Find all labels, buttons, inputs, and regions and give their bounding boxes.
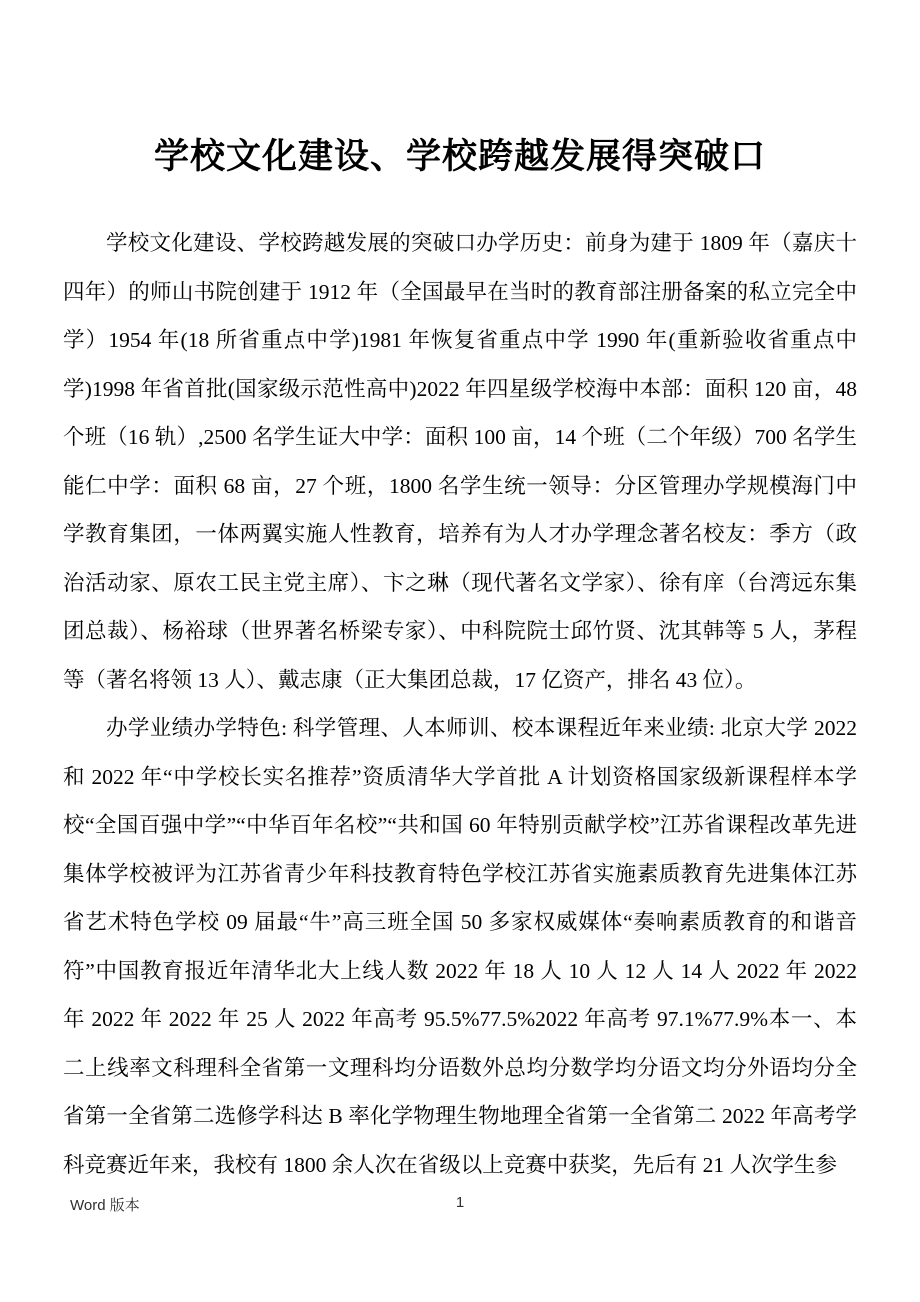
footer-page-number: 1 [455,1194,465,1211]
paragraph-history: 学校文化建设、学校跨越发展的突破口办学历史：前身为建于 1809 年（嘉庆十四年）的师山书院创建于 1912 年（全国最早在当时的教育部注册备案的私立完全中学）1954 年(18 所省重点中学)1981 年恢复省重点中学 1990 年(重新验收省重点中学)1998 年省首批(国家级示范性高中)2022 年四星级学校海中本部：面积 120 亩，48 个班（16 轨）,2500 名学生证大中学：面积 100 亩，14 个班（二个年级）700 名学生能仁中学：面积 68 亩，27 个班，1800 名学生统一领导：分区管理办学规模海门中学教育集团，一体两翼实施人性教育，培养有为人才办学理念著名校友：季方（政治活动家、原农工民主党主席）、卞之琳（现代著名文学家）、徐有庠（台湾远东集团总裁）、杨裕球（世界著名桥梁专家）、中科院院士邱竹贤、沈其韩等 5 人，茅程等（著名将领 13 人）、戴志康（正大集团总裁，17 亿资产，排名 43 位）。 [63,231,857,692]
paragraph-achievements: 办学业绩办学特色: 科学管理、人本师训、校本课程近年来业绩: 北京大学 2022 和 2022 年“中学校长实名推荐”资质清华大学首批 A 计划资格国家级新课程样本学校“全国百强中学”“中华百年名校”“共和国 60 年特别贡献学校”江苏省课程改革先进集体学校被评为江苏省青少年科技教育特色学校江苏省实施素质教育先进集体江苏省艺术特色学校 09 届最“牛”高三班全国 50 多家权威媒体“奏响素质教育的和谐音符”中国教育报近年清华北大上线人数 2022 年 18 人 10 人 12 人 14 人 2022 年 2022 年 2022 年 2022 年 25 人 2022 年高考 95.5%77.5%2022 年高考 97.1%77.9%本一、本二上线率文科理科全省第一文理科均分语数外总均分数学均分语文均分外语均分全省第一全省第二选修学科达 B 率化学物理生物地理全省第一全省第二 2022 年高考学科竞赛近年来，我校有 1800 余人次在省级以上竞赛中获奖，先后有 21 人次学生参 [63,716,857,1177]
footer-version-label: Word 版本 [70,1197,140,1214]
document-title: 学校文化建设、学校跨越发展得突破口 [153,137,766,176]
page-footer [64,1194,856,1220]
document-body [0,219,920,1189]
